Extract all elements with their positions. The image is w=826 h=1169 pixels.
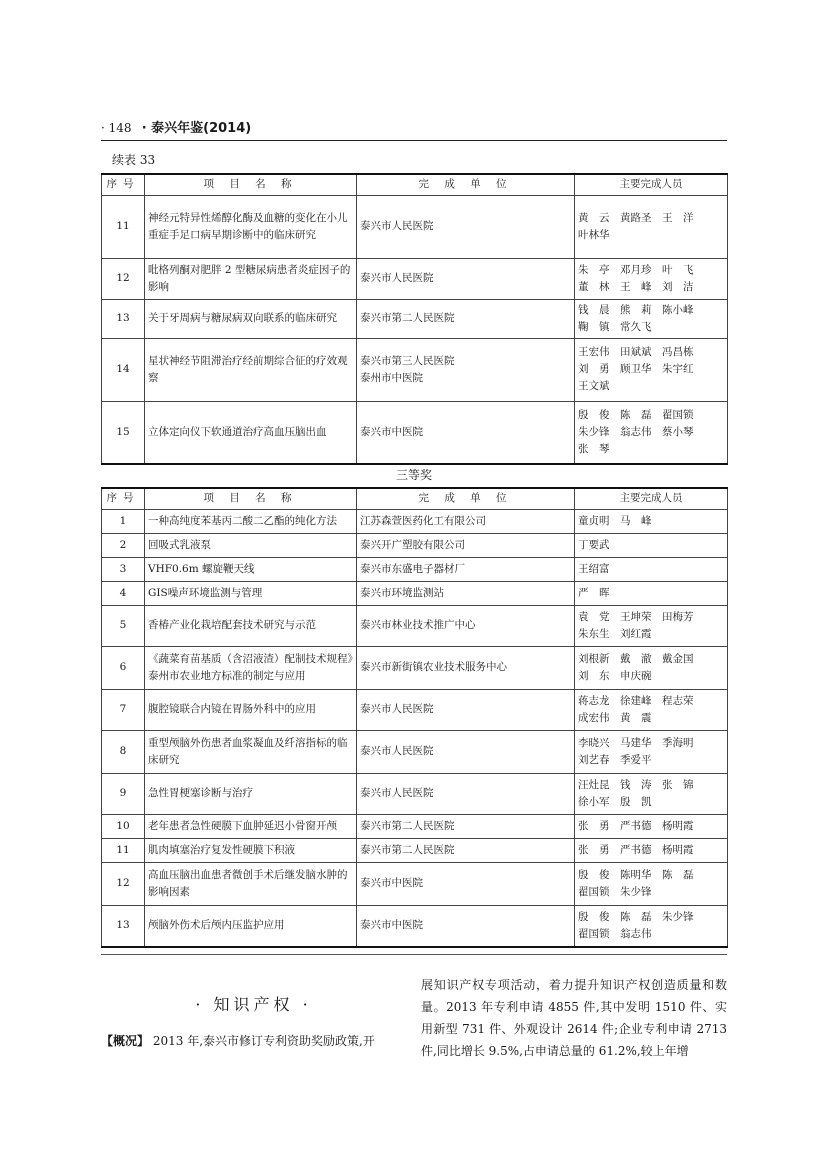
- row-number: 3: [102, 557, 145, 581]
- completing-unit: 泰兴市中医院: [357, 401, 575, 464]
- completing-unit: 泰兴市中医院: [357, 862, 575, 905]
- main-people: 童贞明 马 峰: [575, 509, 728, 533]
- project-name: 一种高纯度苯基丙二酸二乙酯的纯化方法: [145, 509, 357, 533]
- ip-paragraph-right: 展知识产权专项活动，着力提升知识产权创造质量和数量。2013 年专利申请 4855 件,其中发明 1510 件、实用新型 731 件、外观设计 2614 件;企业专利申请 2713 件,同比增长 9.5%,占申请总量的 61.2%,较上年增: [421, 978, 727, 1058]
- project-name: 吡格列酮对肥胖 2 型糖尿病患者炎症因子的影响: [145, 258, 357, 299]
- row-number: 9: [102, 773, 145, 814]
- main-people: 钱 晨 熊 莉 陈小峰 鞠 镇 常久飞: [575, 299, 728, 338]
- table-row: [102, 646, 728, 689]
- table-row: [102, 605, 728, 646]
- table-row: [102, 730, 728, 773]
- table-row: [102, 581, 728, 605]
- main-people: 殷 俊 陈 磊 翟国锁 朱少锋 翁志伟 蔡小琴 张 琴: [575, 401, 728, 464]
- row-number: 2: [102, 533, 145, 557]
- row-number: 5: [102, 605, 145, 646]
- section-heading-ip: · 知识产权 ·: [195, 995, 312, 1014]
- main-people: 张 勇 严书德 杨明霞: [575, 814, 728, 838]
- project-name: 神经元特异性烯醇化酶及血糖的变化在小儿重症手足口病早期诊断中的临床研究: [145, 195, 357, 258]
- row-number: 8: [102, 730, 145, 773]
- table-row: [102, 773, 728, 814]
- ip-text-left: 2013 年,泰兴市修订专利资助奖励政策,开: [152, 1034, 375, 1048]
- main-people: 李晓兴 马建华 季海明 刘艺春 季爱平: [575, 730, 728, 773]
- project-name: 回吸式乳液泵: [145, 533, 357, 557]
- main-people: 王宏伟 田斌斌 冯昌栋 刘 勇 顾卫华 朱宇红 王文斌: [575, 338, 728, 401]
- main-people: 蒋志龙 徐建峰 程志荣 成宏伟 黄 震: [575, 689, 728, 730]
- project-name: 肌肉填塞治疗复发性硬膜下积液: [145, 838, 357, 862]
- row-number: 1: [102, 509, 145, 533]
- table-row: [102, 862, 728, 905]
- running-head: [101, 117, 727, 136]
- ip-paragraph-left: [101, 1030, 406, 1052]
- third-prize-table: [101, 487, 728, 948]
- table-row: [102, 401, 728, 464]
- row-number: 11: [102, 195, 145, 258]
- main-people: 汪灶昆 钱 涛 张 锦 徐小军 殷 凯: [575, 773, 728, 814]
- project-name: 颅脑外伤术后颅内压监护应用: [145, 905, 357, 947]
- row-number: 4: [102, 581, 145, 605]
- main-people: 朱 亭 邓月珍 叶 飞 董 林 王 峰 刘 洁: [575, 258, 728, 299]
- project-name: 腹腔镜联合内镜在胃肠外科中的应用: [145, 689, 357, 730]
- table-row: [102, 258, 728, 299]
- row-number: 15: [102, 401, 145, 464]
- col-header-unit: 完 成 单 位: [357, 488, 575, 509]
- completing-unit: 泰兴市环境监测站: [357, 581, 575, 605]
- completing-unit: 泰兴市东盛电子器材厂: [357, 557, 575, 581]
- col-header-people: 主要完成人员: [575, 488, 728, 509]
- project-name: VHF0.6m 螺旋鞭天线: [145, 557, 357, 581]
- row-number: 11: [102, 838, 145, 862]
- table-row: [102, 814, 728, 838]
- table-header-row: [102, 174, 728, 195]
- row-number: 13: [102, 299, 145, 338]
- header-rule: [101, 140, 727, 141]
- completing-unit: 泰兴市林业技术推广中心: [357, 605, 575, 646]
- project-name: 老年患者急性硬膜下血肿延迟小骨窗开颅: [145, 814, 357, 838]
- main-people: 王绍富: [575, 557, 728, 581]
- table-row: [102, 905, 728, 947]
- completing-unit: 泰兴市人民医院: [357, 689, 575, 730]
- awards-table-continued: [101, 173, 728, 465]
- section-divider: [101, 954, 727, 955]
- completing-unit: 泰兴市第二人民医院: [357, 814, 575, 838]
- main-people: 刘根新 戴 澈 戴金国 刘 东 申庆碗: [575, 646, 728, 689]
- row-number: 7: [102, 689, 145, 730]
- row-number: 14: [102, 338, 145, 401]
- project-name: 星状神经节阻滞治疗经前期综合征的疗效观察: [145, 338, 357, 401]
- table-row: [102, 195, 728, 258]
- completing-unit: 泰兴市人民医院: [357, 773, 575, 814]
- project-name: 《蔬菜育苗基质（含沼液渣）配制技术规程》泰州市农业地方标准的制定与应用: [145, 646, 357, 689]
- table-row: [102, 838, 728, 862]
- continuation-label: 续表 33: [112, 153, 156, 167]
- project-name: 重型颅脑外伤患者血浆凝血及纤溶指标的临床研究: [145, 730, 357, 773]
- col-header-people: 主要完成人员: [575, 174, 728, 195]
- main-people: 严 晖: [575, 581, 728, 605]
- project-name: 急性胃梗塞诊断与治疗: [145, 773, 357, 814]
- table-row: [102, 557, 728, 581]
- col-header-project: 项 目 名 称: [145, 174, 357, 195]
- section-title-third-prize: 三等奖: [395, 468, 432, 482]
- project-name: 高血压脑出血患者微创手术后继发脑水肿的影响因素: [145, 862, 357, 905]
- table-row: [102, 338, 728, 401]
- main-people: 丁要武: [575, 533, 728, 557]
- main-people: 张 勇 严书德 杨明霞: [575, 838, 728, 862]
- completing-unit: 泰兴市第二人民医院: [357, 838, 575, 862]
- completing-unit: 泰兴市人民医院: [357, 195, 575, 258]
- col-header-no: 序号: [102, 488, 145, 509]
- project-name: 香椿产业化栽培配套技术研究与示范: [145, 605, 357, 646]
- project-name: GIS噪声环境监测与管理: [145, 581, 357, 605]
- project-name: 立体定向仪下软通道治疗高血压脑出血: [145, 401, 357, 464]
- completing-unit: 江苏森萱医药化工有限公司: [357, 509, 575, 533]
- project-name: 关于牙周病与糖尿病双向联系的临床研究: [145, 299, 357, 338]
- row-number: 6: [102, 646, 145, 689]
- main-people: 殷 俊 陈 磊 朱少锋 翟国锁 翁志伟: [575, 905, 728, 947]
- page-number: · 148: [101, 121, 132, 135]
- row-number: 13: [102, 905, 145, 947]
- completing-unit: 泰兴市人民医院: [357, 730, 575, 773]
- completing-unit: 泰兴市第二人民医院: [357, 299, 575, 338]
- completing-unit: 泰兴市第三人民医院 泰州市中医院: [357, 338, 575, 401]
- main-people: 袁 党 王坤荣 田梅芳 朱东生 刘红霞: [575, 605, 728, 646]
- completing-unit: 泰兴市新街镇农业技术服务中心: [357, 646, 575, 689]
- row-number: 12: [102, 258, 145, 299]
- col-header-project: 项 目 名 称: [145, 488, 357, 509]
- overview-tag: 【概况】: [101, 1034, 150, 1048]
- col-header-no: 序号: [102, 174, 145, 195]
- table-row: [102, 689, 728, 730]
- completing-unit: 泰兴市中医院: [357, 905, 575, 947]
- main-people: 黄 云 黄路圣 王 洋 叶林华: [575, 195, 728, 258]
- col-header-unit: 完 成 单 位: [357, 174, 575, 195]
- table-row: [102, 533, 728, 557]
- row-number: 10: [102, 814, 145, 838]
- completing-unit: 泰兴开广塑胶有限公司: [357, 533, 575, 557]
- completing-unit: 泰兴市人民医院: [357, 258, 575, 299]
- book-title: · 泰兴年鉴(2014): [141, 121, 252, 136]
- main-people: 殷 俊 陈明华 陈 磊 翟国锁 朱少锋: [575, 862, 728, 905]
- row-number: 12: [102, 862, 145, 905]
- table-header-row: [102, 488, 728, 509]
- table-row: [102, 509, 728, 533]
- table-row: [102, 299, 728, 338]
